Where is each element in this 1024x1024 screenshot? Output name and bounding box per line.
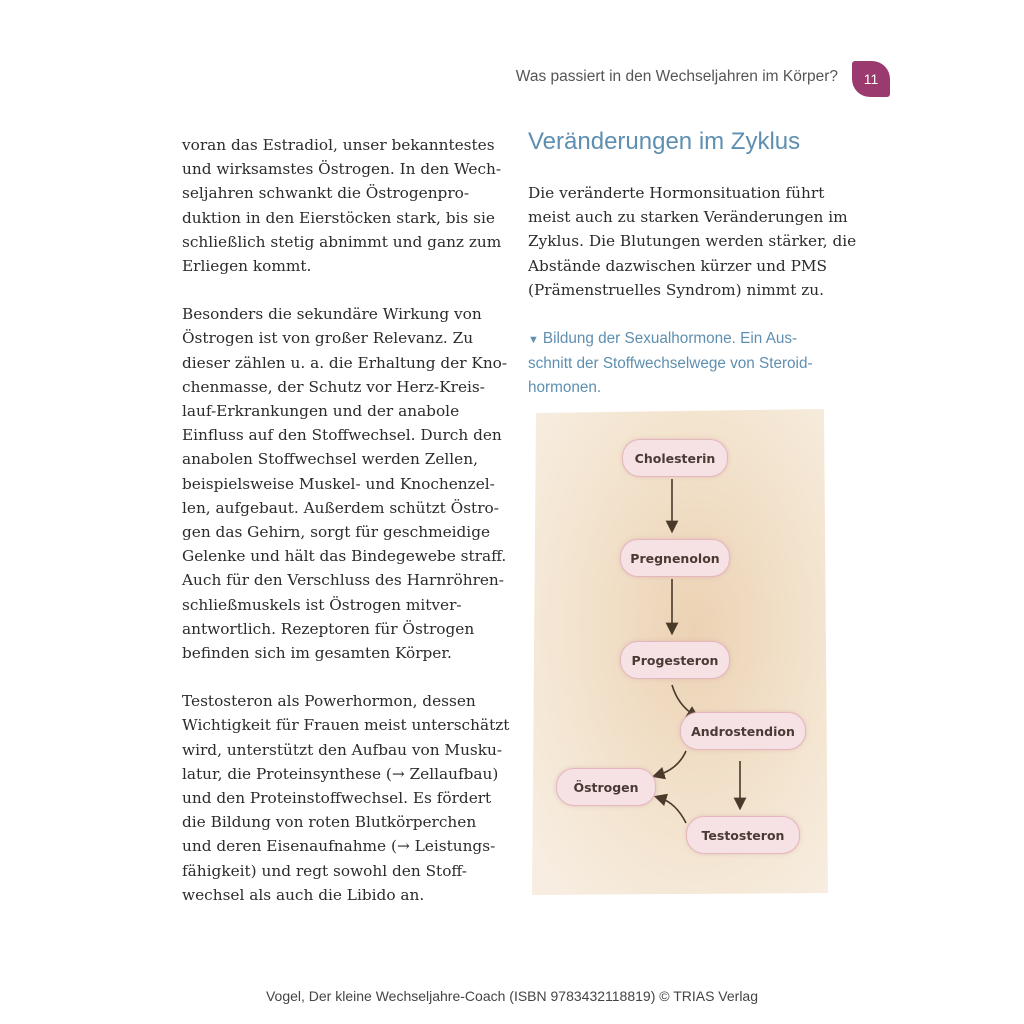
text-line: Besonders die sekundäre Wirkung von (182, 305, 482, 324)
text-line: befinden sich im gesamten Körper. (182, 644, 452, 663)
caption-text: Bildung der Sexualhormone. Ein Aus- (542, 330, 798, 347)
figure-caption (528, 327, 848, 401)
chevron-down-icon: ▼ (528, 334, 539, 346)
paragraph-secondary-effects (182, 302, 508, 665)
section-heading: Veränderungen im Zyklus (528, 128, 801, 155)
text-line: chenmasse, der Schutz vor Herz-Kreis- (182, 377, 485, 396)
text-line: (Prämenstruelles Syndrom) nimmt zu. (528, 280, 825, 299)
caption-line: hormonen. (528, 379, 602, 397)
text-line: anabolen Stoffwechsel werden Zellen, (182, 450, 478, 469)
text-line: und deren Eisenaufnahme (→ Leistungs- (182, 837, 496, 856)
text-line: Östrogen ist von großer Relevanz. Zu (182, 329, 474, 348)
hormone-pathway-diagram (528, 407, 828, 897)
text-line: lauf-Erkrankungen und der anabole (182, 402, 460, 421)
running-header: Was passiert in den Wechseljahren im Körper? (515, 68, 838, 85)
right-column-paragraph (528, 181, 857, 302)
text-line: Wichtigkeit für Frauen meist unterschätzt (182, 716, 510, 735)
text-line: Abstände dazwischen kürzer und PMS (528, 256, 828, 275)
text-line: Die veränderte Hormonsituation führt (528, 184, 825, 202)
text-line: fähigkeit) und regt sowohl den Stoff- (182, 861, 467, 880)
text-line: Gelenke und hält das Bindegewebe straff. (182, 547, 507, 566)
node-pregnenolon: Pregnenolon (620, 539, 730, 577)
text-line: Erliegen kommt. (182, 257, 312, 276)
text-line: schließlich stetig abnimmt und ganz zum (182, 232, 502, 251)
text-line: dieser zählen u. a. die Erhaltung der Kno- (182, 353, 508, 372)
text-line: Auch für den Verschluss des Harnröhren- (182, 571, 504, 590)
node-progesteron: Progesteron (620, 641, 730, 679)
node-cholesterin: Cholesterin (622, 439, 728, 477)
text-line: duktion in den Eierstöcken stark, bis sie (182, 208, 495, 227)
node-testosteron: Testosteron (686, 816, 800, 854)
node-oestrogen: Östrogen (556, 768, 656, 806)
footer-citation: Vogel, Der kleine Wechseljahre-Coach (ISBN 9783432118819) © TRIAS Verlag (265, 988, 759, 1004)
paragraph-estradiol (182, 133, 502, 278)
text-line: antwortlich. Rezeptoren für Östrogen (182, 619, 475, 638)
caption-line (528, 327, 848, 352)
text-line: meist auch zu starken Veränderungen im (528, 208, 848, 227)
text-line: beispielsweise Muskel- und Knochenzel- (182, 474, 495, 493)
text-line: voran das Estradiol, unser bekanntestes (182, 136, 495, 154)
node-androstendion: Androstendion (680, 712, 806, 750)
caption-line: schnitt der Stoffwechselwege von Steroid- (528, 355, 813, 373)
text-line: Zyklus. Die Blutungen werden stärker, die (528, 232, 857, 251)
text-line: wechsel als auch die Libido an. (182, 885, 425, 904)
text-line: und wirksamstes Östrogen. In den Wech- (182, 160, 502, 179)
text-line: Testosteron als Powerhormon, dessen (182, 692, 476, 711)
text-line: seljahren schwankt die Östrogenpro- (182, 184, 470, 203)
text-line: latur, die Proteinsynthese (→ Zellaufbau) (182, 764, 499, 783)
text-line: len, aufgebaut. Außerdem schützt Östro- (182, 498, 499, 517)
text-line: gen das Gehirn, sorgt für geschmeidige (182, 523, 491, 542)
text-line: die Bildung von roten Blutkörperchen (182, 813, 477, 832)
page-number-badge: 11 (852, 61, 890, 97)
paragraph-testosterone (182, 689, 510, 907)
text-line: wird, unterstützt den Aufbau von Musku- (182, 740, 503, 759)
left-column (182, 133, 510, 931)
text-line: und den Proteinstoffwechsel. Es fördert (182, 789, 492, 808)
text-line: Einfluss auf den Stoffwechsel. Durch den (182, 426, 502, 445)
text-line: schließmuskels ist Östrogen mitver- (182, 595, 462, 614)
